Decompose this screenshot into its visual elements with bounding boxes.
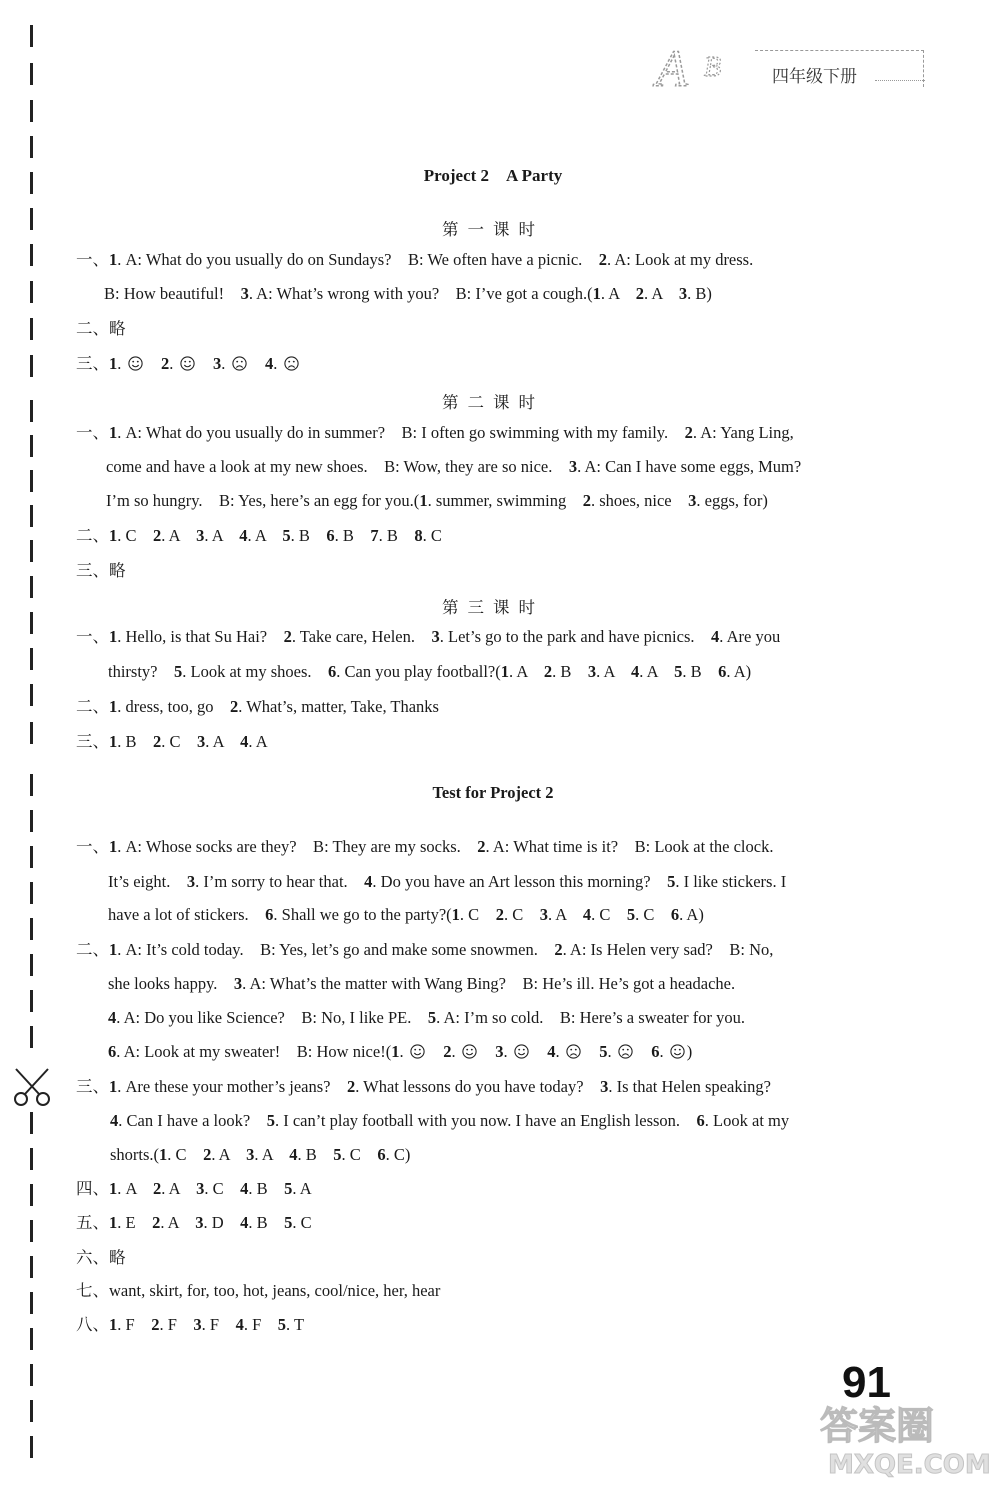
answer-text: . A: What’s the matter with Wang Bing? B: He’s ill. He’s got a headache.	[242, 974, 736, 993]
answer-text: 二、	[76, 940, 109, 959]
item-number: 5	[284, 1179, 293, 1198]
answer-text: . A	[161, 1179, 197, 1198]
item-number: 4	[239, 526, 248, 545]
item-number: 5	[674, 662, 683, 681]
sad-face-icon	[232, 356, 247, 371]
item-number: 3	[587, 662, 597, 681]
answer-text: 一、	[76, 250, 109, 269]
item-number: 4	[289, 1145, 298, 1164]
answer-line	[108, 974, 735, 994]
answer-text: . B	[248, 1179, 285, 1198]
answer-line	[76, 561, 126, 581]
answer-text: 一、	[76, 627, 109, 646]
svg-text:A: A	[656, 41, 688, 96]
answer-text: . F	[117, 1315, 152, 1334]
answer-line	[76, 526, 442, 546]
item-number: 4	[240, 732, 249, 751]
item-number: 6	[670, 905, 680, 924]
answer-text: . A	[644, 284, 679, 303]
answer-text: . F	[243, 1315, 278, 1334]
item-number: 3	[246, 1145, 255, 1164]
item-number: 2	[283, 627, 292, 646]
item-number: 1	[109, 526, 118, 545]
answer-text: . C	[161, 732, 198, 751]
answer-text: . Look at my	[704, 1111, 790, 1130]
svg-text:B: B	[704, 52, 722, 83]
item-number: 1	[109, 250, 118, 269]
item-number: 3	[240, 284, 249, 303]
answer-text: . C	[204, 1179, 241, 1198]
answer-line	[76, 697, 439, 717]
item-number: 4	[547, 1042, 556, 1061]
item-number: 2	[554, 940, 563, 959]
item-number: 1	[451, 905, 460, 924]
answer-text: . C	[422, 526, 442, 545]
smiley-face-icon	[462, 1044, 477, 1059]
grade-label: 四年级下册	[772, 67, 857, 87]
answer-text: . A	[247, 526, 283, 545]
item-number: 2	[582, 491, 591, 510]
test-title: Test for Project 2	[432, 783, 554, 802]
item-number: 1	[500, 662, 510, 681]
answer-text: . C	[635, 905, 671, 924]
item-number: 6	[718, 662, 727, 681]
answer-text: I’m so hungry. B: Yes, here’s an egg for you.(	[106, 491, 420, 510]
item-number: 4	[240, 1213, 249, 1232]
answer-text: . A	[596, 662, 631, 681]
item-number: 2	[443, 1042, 452, 1061]
item-number: 2	[153, 732, 162, 751]
svg-text:MXQE.COM: MXQE.COM	[828, 1450, 991, 1480]
item-number: 6	[326, 526, 335, 545]
answer-text: . Is that Helen speaking?	[608, 1077, 771, 1096]
item-number: 2	[152, 1213, 161, 1232]
answer-text: . A	[160, 1213, 196, 1232]
header-logo	[652, 36, 762, 96]
item-number: 1	[109, 423, 118, 442]
answer-text: . B	[378, 526, 415, 545]
sad-face-icon	[566, 1044, 581, 1059]
answer-text: . A: Do you like Science? B: No, I like PE.	[116, 1008, 428, 1027]
answer-line	[76, 940, 773, 960]
answer-text: 三、	[76, 561, 109, 580]
item-number: 5	[174, 662, 183, 681]
lesson-3-heading: 第三课时	[442, 598, 544, 617]
answer-text: . B	[334, 526, 371, 545]
smiley-face-icon	[514, 1044, 529, 1059]
item-number: 3	[193, 1315, 202, 1334]
answer-text: . B	[290, 526, 327, 545]
answer-text: . Are you	[719, 627, 781, 646]
lesson-2-heading: 第二课时	[442, 393, 544, 412]
item-number: 6	[377, 1145, 386, 1164]
item-number: 1	[109, 1213, 118, 1232]
item-number: 4	[364, 872, 373, 891]
item-number: 2	[543, 662, 553, 681]
item-number: 5	[599, 1042, 608, 1061]
answer-text: shorts.(	[110, 1145, 160, 1164]
answer-text: 八、	[76, 1315, 109, 1334]
answer-text: . A	[161, 526, 197, 545]
item-number: 4	[631, 662, 640, 681]
answer-text: 一、	[76, 837, 109, 856]
answer-text: . T	[286, 1315, 305, 1334]
item-number: 3	[213, 354, 222, 373]
answer-text: . Can you play football?(	[336, 662, 501, 681]
answer-text: . B)	[687, 284, 712, 303]
answer-text: . B	[248, 1213, 285, 1232]
answer-line	[76, 732, 268, 752]
answer-text: come and have a look at my new shoes. B: Wow, they are so nice.	[106, 457, 569, 476]
item-number: 6	[696, 1111, 705, 1130]
item-number: 6	[265, 905, 274, 924]
item-number: 6	[651, 1042, 660, 1061]
answer-text: . A)	[679, 905, 704, 924]
answer-line	[108, 1008, 745, 1028]
item-number: 3	[688, 491, 697, 510]
answer-text: 略	[109, 319, 126, 338]
item-number: 3	[197, 732, 206, 751]
answer-text: 二、	[76, 319, 109, 338]
item-number: 4	[265, 354, 274, 373]
answer-text: . A: Can I have some eggs, Mum?	[577, 457, 802, 476]
answer-line	[76, 1281, 440, 1301]
header-underline	[875, 80, 925, 81]
answer-text: . C	[117, 526, 154, 545]
scissors-icon	[10, 1066, 54, 1108]
answer-line	[76, 423, 794, 443]
item-number: 5	[282, 526, 291, 545]
section-prefix: 三、	[76, 354, 109, 373]
answer-text: . shoes, nice	[590, 491, 689, 510]
item-number: 2	[635, 284, 645, 303]
item-number: 1	[391, 1042, 400, 1061]
answer-line	[110, 1145, 410, 1165]
answer-text: . C	[341, 1145, 378, 1164]
answer-text: . A: What time is it? B: Look at the clock.	[485, 837, 774, 856]
answer-line	[108, 905, 704, 925]
answer-text: 三、	[76, 1077, 109, 1096]
answer-text: . I can’t play football with you now. I have an English lesson.	[274, 1111, 697, 1130]
answer-text: 略	[109, 561, 126, 580]
answer-line	[76, 1315, 304, 1335]
answer-text: . Do you have an Art lesson this morning?	[372, 872, 668, 891]
item-number: 3	[196, 526, 205, 545]
answer-text: . A: What’s wrong with you? B: I’ve got a cough.(	[248, 284, 593, 303]
answer-text: . I’m sorry to hear that.	[195, 872, 365, 891]
answer-line	[76, 1248, 126, 1268]
answer-text: 四、	[76, 1179, 109, 1198]
answer-text: . eggs, for)	[696, 491, 768, 510]
answer-text: . F	[159, 1315, 194, 1334]
item-number: 3	[495, 1042, 504, 1061]
item-number: 5	[667, 872, 676, 891]
answer-text: 一、	[76, 423, 109, 442]
item-number: 2	[346, 1077, 356, 1096]
sad-face-icon	[618, 1044, 633, 1059]
smiley-face-icon	[670, 1044, 685, 1059]
answer-text: have a lot of stickers.	[108, 905, 266, 924]
page-title: Project 2 A Party	[423, 166, 563, 185]
answer-text: . Are these your mother’s jeans?	[117, 1077, 347, 1096]
answer-text: B: How beautiful!	[104, 284, 241, 303]
item-number: 4	[110, 1111, 119, 1130]
answer-text: 七、	[76, 1281, 109, 1300]
answer-text: . A: Look at my sweater! B: How nice!(	[116, 1042, 392, 1061]
item-number: 3	[568, 457, 578, 476]
answer-text: . A: What do you usually do in summer? B: I often go swimming with my family.	[117, 423, 685, 442]
answer-text: 二、	[76, 526, 109, 545]
answer-text: . A: What do you usually do on Sundays? B: We often have a picnic.	[117, 250, 599, 269]
item-number: 7	[370, 526, 379, 545]
item-number: 2	[153, 526, 162, 545]
item-number: 2	[684, 423, 693, 442]
answer-text: . F	[201, 1315, 236, 1334]
item-number: 3	[186, 872, 196, 891]
answer-text: . A	[117, 1179, 154, 1198]
item-number: 5	[427, 1008, 437, 1027]
answer-text: . A	[211, 1145, 247, 1164]
answer-text: want, skirt, for, too, hot, jeans, cool/nice, her, hear	[109, 1281, 441, 1300]
answer-line	[76, 1077, 771, 1097]
item-number: 5	[626, 905, 636, 924]
answer-text: . A: It’s cold today. B: Yes, let’s go and make some snowmen.	[117, 940, 555, 959]
answer-text: . Look at my shoes.	[182, 662, 328, 681]
answer-line	[106, 491, 768, 511]
answer-text: 二、	[76, 697, 109, 716]
item-number: 2	[161, 354, 170, 373]
item-number: 1	[109, 354, 118, 373]
item-number: 1	[109, 837, 118, 856]
item-number: 6	[328, 662, 337, 681]
answer-text: 三、	[76, 732, 109, 751]
item-number: 1	[109, 732, 118, 751]
sad-face-icon	[284, 356, 299, 371]
item-number: 1	[109, 697, 118, 716]
item-number: 3	[600, 1077, 609, 1096]
answer-line	[76, 1213, 312, 1233]
answer-line	[76, 250, 753, 270]
answer-text: . C	[459, 905, 496, 924]
answer-line	[108, 662, 751, 682]
answer-text: . A	[204, 526, 240, 545]
answer-text: . summer, swimming	[427, 491, 583, 510]
answer-text: . B	[552, 662, 588, 681]
answer-text: . C)	[385, 1145, 411, 1164]
item-number: 2	[230, 697, 239, 716]
answer-text: 五、	[76, 1213, 109, 1232]
answer-text: . Can I have a look?	[118, 1111, 267, 1130]
answer-line	[106, 457, 801, 477]
answer-text: 略	[109, 1248, 126, 1267]
watermark-logo	[810, 1395, 995, 1480]
smiley-face-icon	[410, 1044, 425, 1059]
item-number: 1	[109, 1077, 118, 1096]
item-number: 5	[333, 1145, 342, 1164]
answer-text: . A: I’m so cold. B: Here’s a sweater for you.	[436, 1008, 745, 1027]
item-number: 2	[495, 905, 504, 924]
item-number: 2	[203, 1145, 212, 1164]
answer-text: . C	[503, 905, 540, 924]
item-number: 3	[539, 905, 548, 924]
answer-text: . B	[297, 1145, 334, 1164]
answer-text: . A	[547, 905, 583, 924]
answer-text: . D	[203, 1213, 241, 1232]
close-paren: )	[686, 1042, 693, 1061]
smiley-face-icon	[180, 356, 195, 371]
item-number: 2	[477, 837, 486, 856]
answer-text: . A)	[726, 662, 752, 681]
item-number: 3	[195, 1213, 204, 1232]
answer-text: . dress, too, go	[117, 697, 230, 716]
faces-line: 6. A: Look at my sweater! B: How nice!(1. 2. 3. 4. 5. 6. )	[108, 1042, 693, 1061]
answer-text: . What lessons do you have today?	[355, 1077, 601, 1096]
item-number: 2	[598, 250, 608, 269]
item-number: 5	[266, 1111, 275, 1130]
item-number: 1	[419, 491, 428, 510]
answer-line	[76, 319, 126, 339]
svg-text:答案圈: 答案圈	[820, 1404, 935, 1448]
answer-line	[76, 837, 773, 857]
answer-text: . C	[591, 905, 627, 924]
answer-text: . C	[292, 1213, 312, 1232]
lesson-1-heading: 第一课时	[442, 220, 544, 239]
answer-text: . I like stickers. I	[675, 872, 787, 891]
answer-text: . A	[509, 662, 544, 681]
item-number: 5	[277, 1315, 286, 1334]
item-number: 1	[109, 627, 118, 646]
answer-text: . E	[117, 1213, 153, 1232]
item-number: 3	[196, 1179, 205, 1198]
answer-text: . B	[117, 732, 154, 751]
smiley-face-icon	[128, 356, 143, 371]
item-number: 1	[109, 1179, 118, 1198]
answer-line	[104, 284, 712, 304]
item-number: 1	[592, 284, 601, 303]
answer-text: . Hello, is that Su Hai?	[117, 627, 284, 646]
item-number: 2	[153, 1179, 162, 1198]
answer-text: . What’s, matter, Take, Thanks	[238, 697, 439, 716]
answer-text: . A: Look at my dress.	[607, 250, 754, 269]
item-number: 6	[108, 1042, 117, 1061]
answer-text: . A	[254, 1145, 290, 1164]
faces-line: 三、1. 2. 3. 4.	[76, 354, 301, 374]
answer-line	[110, 1111, 789, 1131]
item-number: 8	[414, 526, 423, 545]
answer-text: . Shall we go to the party?(	[273, 905, 452, 924]
answer-text: . B	[682, 662, 719, 681]
answer-text: . A: Whose socks are they? B: They are my socks.	[117, 837, 478, 856]
item-number: 4	[235, 1315, 244, 1334]
page-number: 91	[842, 1358, 891, 1407]
item-number: 4	[711, 627, 720, 646]
answer-text: . C	[167, 1145, 204, 1164]
item-number: 4	[240, 1179, 249, 1198]
answer-text: . A: Is Helen very sad? B: No,	[562, 940, 774, 959]
answer-text: . A: Yang Ling,	[692, 423, 794, 442]
item-number: 4	[108, 1008, 117, 1027]
item-number: 3	[233, 974, 243, 993]
answer-text: . A	[292, 1179, 312, 1198]
answer-line	[76, 627, 780, 647]
answer-text: 六、	[76, 1248, 109, 1267]
answer-text: It’s eight.	[108, 872, 187, 891]
answer-text: she looks happy.	[108, 974, 234, 993]
item-number: 1	[109, 1315, 118, 1334]
answer-text: . Take care, Helen.	[291, 627, 432, 646]
answer-text: . A	[639, 662, 675, 681]
answer-line	[76, 1179, 312, 1199]
item-number: 5	[284, 1213, 293, 1232]
answer-text: . A	[248, 732, 268, 751]
answer-text: thirsty?	[108, 662, 174, 681]
answer-text: . Let’s go to the park and have picnics.	[439, 627, 712, 646]
answer-text: . A	[600, 284, 636, 303]
answer-text: . A	[205, 732, 241, 751]
answer-line	[108, 872, 786, 892]
item-number: 2	[151, 1315, 160, 1334]
item-number: 3	[678, 284, 688, 303]
item-number: 4	[582, 905, 592, 924]
item-number: 3	[431, 627, 440, 646]
item-number: 1	[109, 940, 118, 959]
item-number: 1	[159, 1145, 168, 1164]
